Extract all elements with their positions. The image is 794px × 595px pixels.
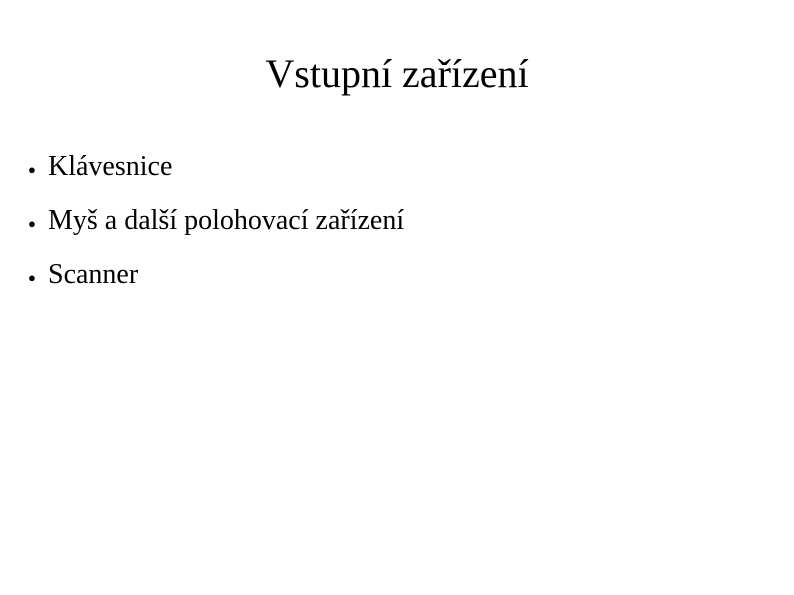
bullet-dot-icon: ● bbox=[28, 270, 36, 285]
bullet-item-scanner bbox=[28, 248, 404, 302]
bullet-list bbox=[28, 140, 404, 302]
bullet-label: Klávesnice bbox=[48, 151, 173, 182]
slide-title: Vstupní zařízení bbox=[265, 51, 529, 96]
bullet-dot-icon: ● bbox=[28, 216, 36, 231]
bullet-dot-icon: ● bbox=[28, 162, 36, 177]
bullet-item-keyboard bbox=[28, 140, 404, 194]
bullet-label: Myš a další polohovací zařízení bbox=[48, 205, 405, 236]
bullet-label: Scanner bbox=[48, 259, 139, 290]
bullet-item-mouse bbox=[28, 194, 404, 248]
